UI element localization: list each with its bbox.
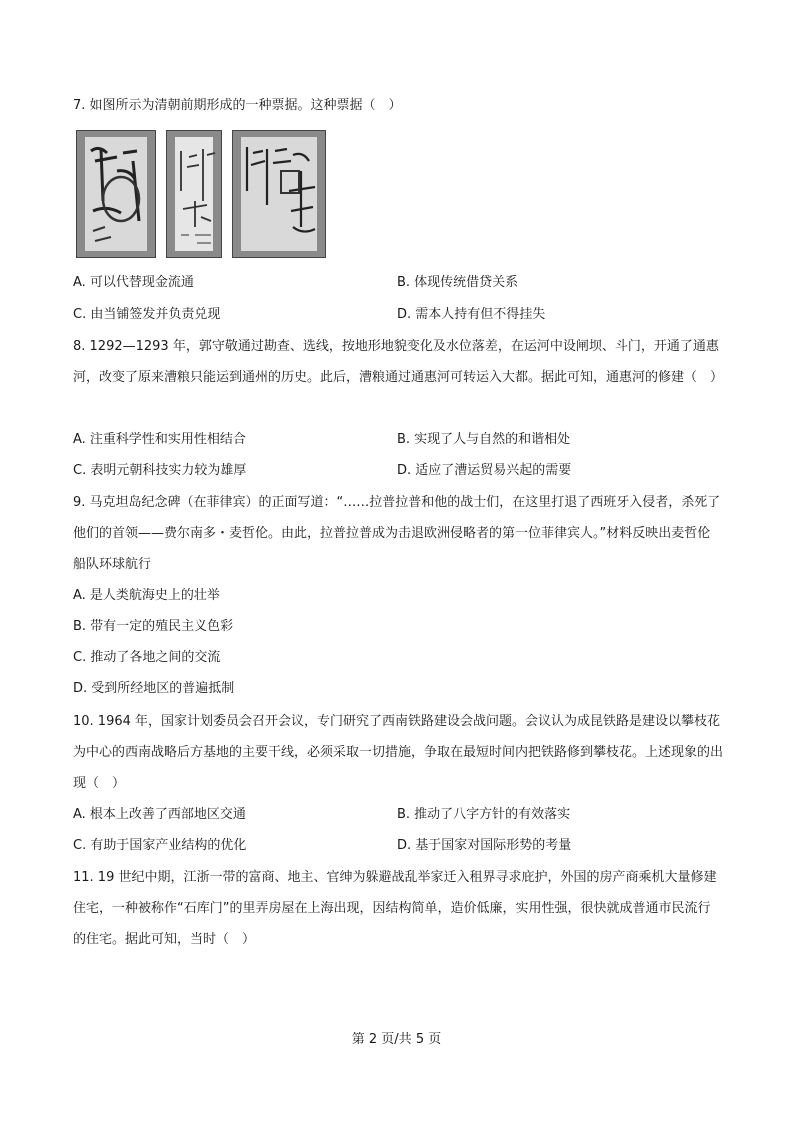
question-8-option-d: D. 适应了漕运贸易兴起的需要 [397,463,572,478]
question-8-option-c: C. 表明元朝科技实力较为雄厚 [73,463,247,478]
question-7-ticket-images [76,130,336,258]
question-9-option-c: C. 推动了各地之间的交流 [73,650,221,665]
page-number-footer: 第 2 页/共 5 页 [351,1032,442,1047]
question-11-stem: 11. 19 世纪中期，江浙一带的富商、地主、官绅为躲避战乱举家迁入租界寻求庇护，外国的房产商乘机大量修建住宅，一种被称作“石库门”的里弄房屋在上海出现，因结构简单，造价低廉，实用性强，很快就成普通市民流行的住宅。据此可知，当时（ ） [73,870,717,947]
question-7-option-c: C. 由当铺签发并负责兑现 [73,307,221,322]
question-8-stem: 8. 1292—1293 年，郭守敬通过勘查、选线，按地形地貌变化及水位落差，在运河中设闸坝、斗门，开通了通惠河，改变了原来漕粮只能运到通州的历史。此后，漕粮通过通惠河可转运入大都。据此可知，通惠河的修建（ ） [73,339,724,385]
question-7-option-a: A. 可以代替现金流通 [73,275,194,290]
question-7-option-d: D. 需本人持有但不得挂失 [397,307,546,322]
question-9-option-a: A. 是人类航海史上的壮举 [73,588,220,603]
ticket-image-3 [232,130,326,258]
question-10-option-c: C. 有助于国家产业结构的优化 [73,838,247,853]
question-10-stem: 10. 1964 年，国家计划委员会召开会议，专门研究了西南铁路建设会战问题。会议认为成昆铁路是建设以攀枝花为中心的西南战略后方基地的主要干线，必须采取一切措施，争取在最短时间内把铁路修到攀枝花。上述现象的出现（ ） [73,714,724,791]
question-10-option-b: B. 推动了八字方针的有效落实 [397,807,571,822]
question-8-option-a: A. 注重科学性和实用性相结合 [73,432,246,447]
question-9-option-b: B. 带有一定的殖民主义色彩 [73,619,234,634]
question-8-option-b: B. 实现了人与自然的和谐相处 [397,432,571,447]
question-7-option-b: B. 体现传统借贷关系 [397,275,519,290]
question-7-stem: 7. 如图所示为清朝前期形成的一种票据。这种票据（ ） [73,98,402,113]
ticket-image-2 [166,130,222,258]
question-9-option-d: D. 受到所经地区的普遍抵制 [73,681,235,696]
ticket-image-1 [76,130,156,258]
question-10-option-d: D. 基于国家对国际形势的考量 [397,838,572,853]
question-9-stem: 9. 马克坦岛纪念碑（在菲律宾）的正面写道：“……拉普拉普和他的战士们，在这里打退了西班牙入侵者，杀死了他们的首领——费尔南多・麦哲伦。由此，拉普拉普成为击退欧洲侵略者的第一位菲律宾人。”材料反映出麦哲伦船队环球航行 [73,495,721,572]
question-10-option-a: A. 根本上改善了西部地区交通 [73,807,246,822]
